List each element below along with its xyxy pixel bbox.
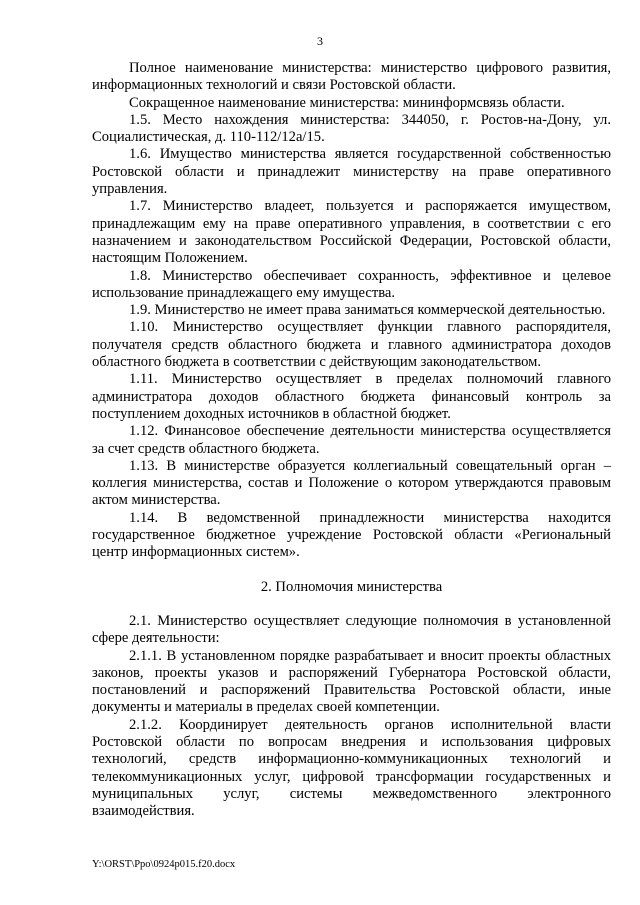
paragraph: 1.10. Министерство осуществляет функции главного распорядителя, получателя средств областного бюджета и главного администратора доходов областного бюджета в соответствии с действующим законодательством. [92,319,611,371]
file-path-footer: Y:\ORST\Ppo\0924p015.f20.docx [92,859,236,870]
paragraph: 1.14. В ведомственной принадлежности министерства находится государственное бюджетное учреждение Ростовской области «Региональный центр информационных систем». [92,509,611,561]
paragraph: 1.5. Место нахождения министерства: 344050, г. Ростов-на-Дону, ул. Социалистическая, д. 110-112/12а/15. [92,111,611,146]
paragraph: 2.1.1. В установленном порядке разрабатывает и вносит проекты областных законов, проекты указов и распоряжений Губернатора Ростовской области, постановлений и распоряжений Правительства Ростовской области, иные документы и материалы в пределах своей компетенции. [92,647,611,716]
paragraph: 1.7. Министерство владеет, пользуется и распоряжается имуществом, принадлежащим ему на праве оперативного управления, в соответствии с его назначением и законодательством Российской Федерации, Ростовской области, настоящим Положением. [92,198,611,267]
paragraph: Полное наименование министерства: министерство цифрового развития, информационных технологий и связи Ростовской области. [92,60,611,94]
paragraph: 1.12. Финансовое обеспечение деятельности министерства осуществляется за счет средств областного бюджета. [92,423,611,457]
paragraph: 1.9. Министерство не имеет права заниматься коммерческой деятельностью. [129,302,606,319]
page-number: 3 [317,34,323,48]
paragraph: Сокращенное наименование министерства: мининформсвязь области. [129,94,565,111]
paragraph: 1.8. Министерство обеспечивает сохранность, эффективное и целевое использование принадлежащего ему имущества. [92,267,611,301]
document-body [92,60,611,820]
paragraph: 1.6. Имущество министерства является государственной собственностью Ростовской области и принадлежит министерству на праве оперативного управления. [92,146,611,198]
paragraph: 1.13. В министерстве образуется коллегиальный совещательный орган – коллегия министерства, состав и Положение о котором утверждаются правовым актом министерства. [92,457,611,509]
paragraph: 1.11. Министерство осуществляет в пределах полномочий главного администратора доходов областного бюджета финансовый контроль за поступлением доходных источников в областной бюджет. [92,371,611,422]
paragraph: 2.1. Министерство осуществляет следующие полномочия в установленной сфере деятельности: [92,612,611,647]
paragraph: 2.1.2. Координирует деятельность органов исполнительной власти Ростовской области по вопросам внедрения и использования цифровых технологий, средств информационно-коммуникационных технологий и телекоммуникационных услуг, цифровой трансформации государственных и муниципальных услуг, системы межведомственного электронного взаимодействия. [92,716,611,820]
section-heading: 2. Полномочия министерства [260,578,443,595]
